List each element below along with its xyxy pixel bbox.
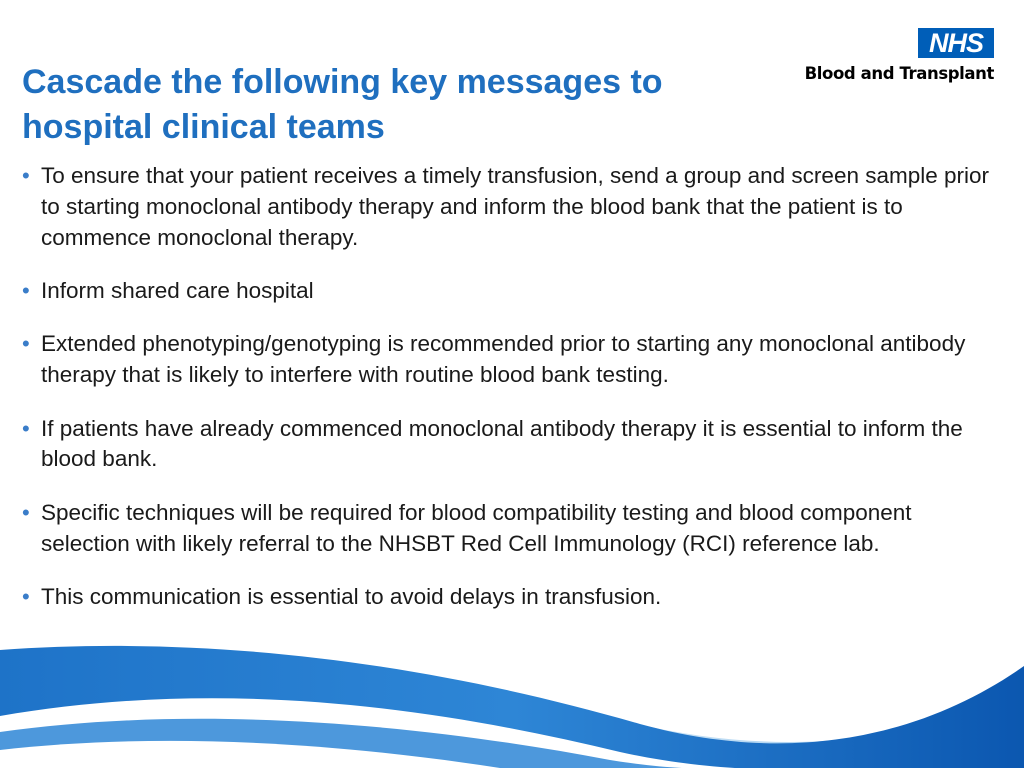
bullet-dot-icon: •: [22, 415, 30, 441]
bullet-text: If patients have already commenced monoclonal antibody therapy it is essential to inform the blood bank.: [41, 415, 963, 472]
bullet-item: [22, 161, 997, 253]
slide-title: Cascade the following key messages to hospital clinical teams: [22, 63, 663, 146]
bullet-dot-icon: •: [22, 277, 30, 303]
bullet-text: Inform shared care hospital: [41, 277, 314, 303]
bullet-dot-icon: •: [22, 499, 30, 525]
nhs-blood-and-transplant-logo: [780, 28, 994, 90]
bullet-dot-icon: •: [22, 583, 30, 609]
bullet-item: [22, 276, 997, 307]
logo-subtitle: Blood and Transplant: [804, 64, 994, 83]
bullet-text: This communication is essential to avoid delays in transfusion.: [41, 583, 662, 609]
bullet-item: [22, 498, 997, 560]
bullet-list: [22, 161, 997, 635]
bullet-item: [22, 329, 997, 391]
bullet-text: Extended phenotyping/genotyping is recommended prior to starting any monoclonal antibody therapy that is likely to interfere with routine blood bank testing.: [41, 331, 966, 388]
bullet-text: Specific techniques will be required for blood compatibility testing and blood component selection with likely referral to the NHSBT Red Cell Immunology (RCI) reference lab.: [41, 499, 912, 556]
bullet-item: [22, 414, 997, 476]
bullet-dot-icon: •: [22, 331, 30, 357]
bullet-dot-icon: •: [22, 163, 30, 188]
bullet-text: To ensure that your patient receives a timely transfusion, send a group and screen sample prior to starting monoclonal antibody therapy and inform the blood bank that the patient is to commence monoclonal therapy.: [41, 163, 990, 250]
nhs-logo-box: NHS: [918, 28, 994, 58]
bullet-item: [22, 582, 997, 613]
decorative-wave-footer: [0, 620, 1024, 768]
